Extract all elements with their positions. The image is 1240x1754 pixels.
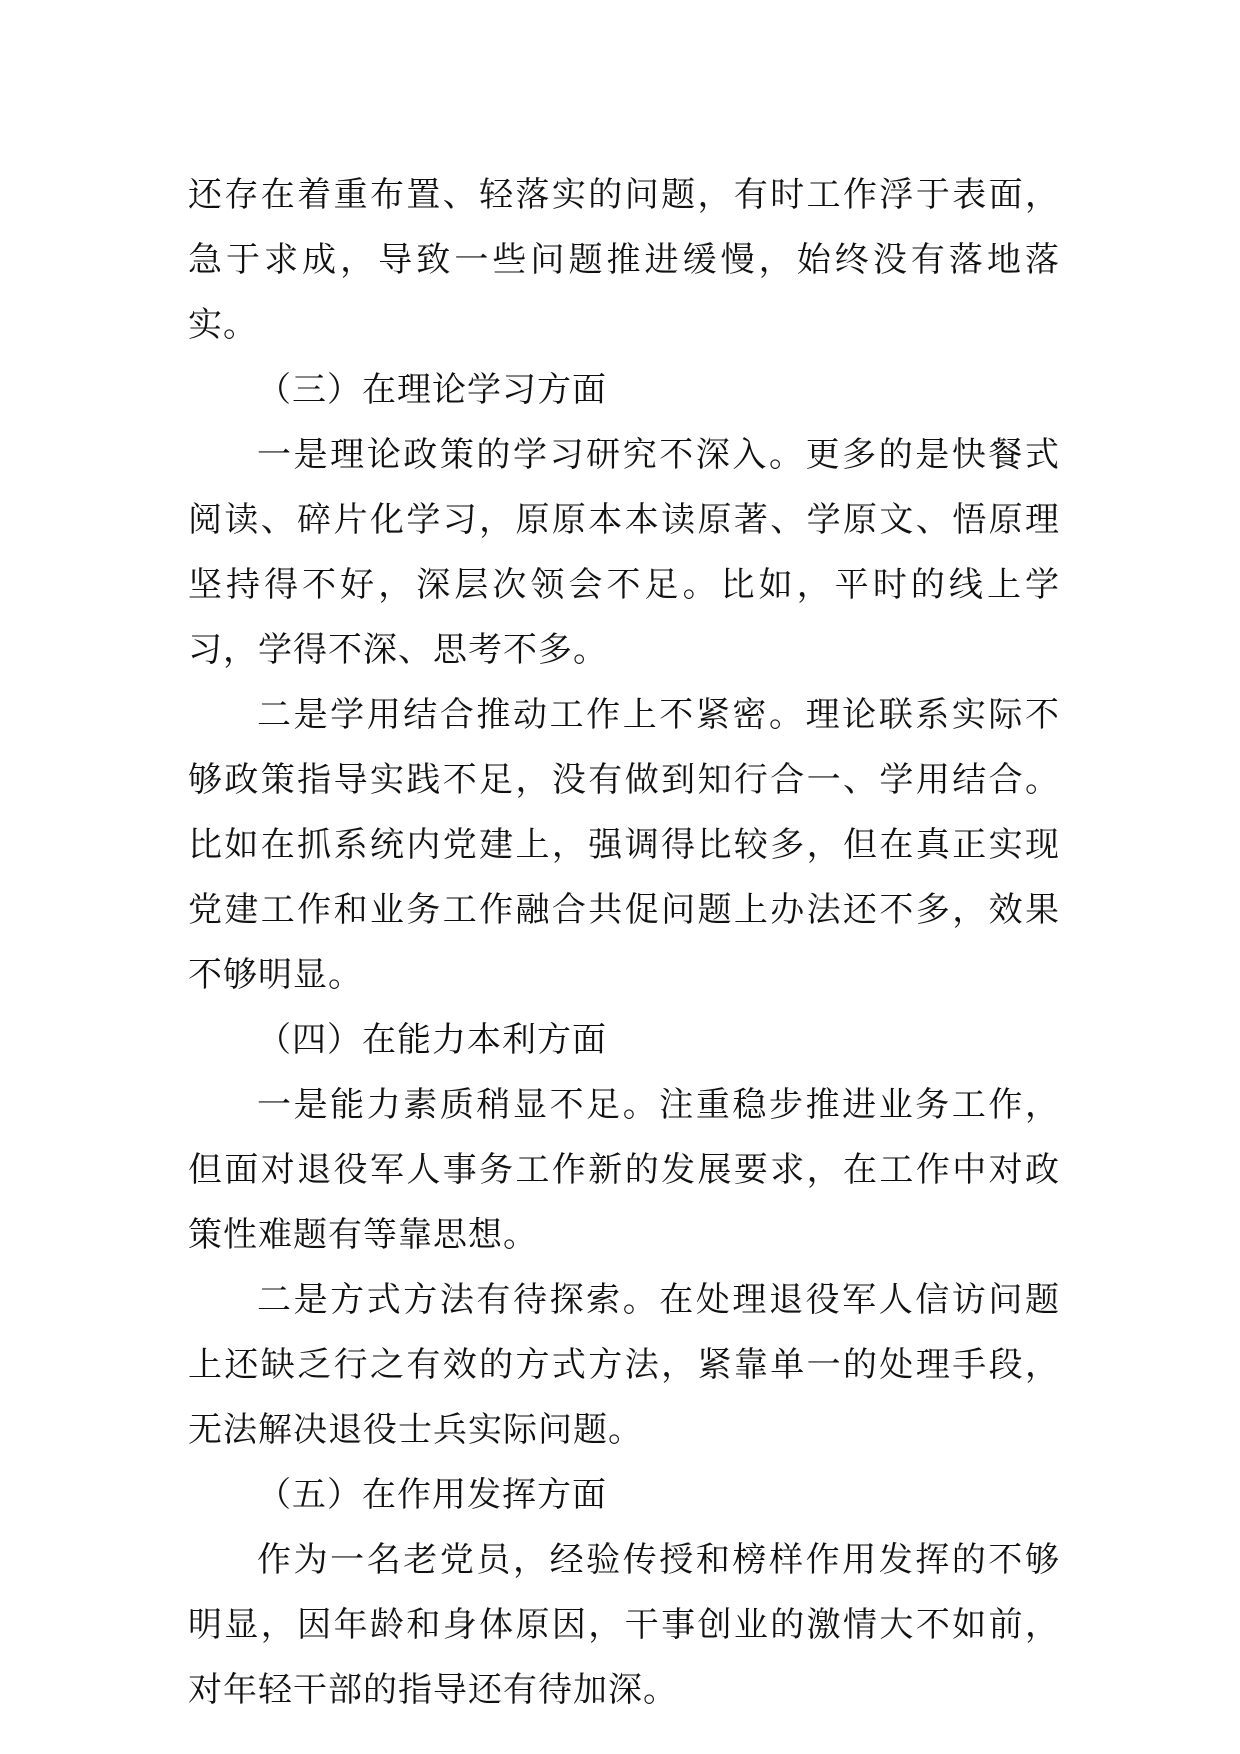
paragraph-ability-1: 一是能力素质稍显不足。注重稳步推进业务工作，但面对退役军人事务工作新的发展要求，在工作中对政策性难题有等靠思想。: [188, 1085, 1060, 1255]
paragraph-theory-1: 一是理论政策的学习研究不深入。更多的是快餐式阅读、碎片化学习，原原本本读原著、学原文、悟原理坚持得不好，深层次领会不足。比如，平时的线上学习，学得不深、思考不多。: [188, 435, 1060, 670]
paragraph-continuation: 还存在着重布置、轻落实的问题，有时工作浮于表面，急于求成，导致一些问题推进缓慢，始终没有落地落实。: [188, 175, 1060, 345]
section-heading-role: （五）在作用发挥方面: [257, 1475, 607, 1515]
paragraph-theory-2: 二是学用结合推动工作上不紧密。理论联系实际不够政策指导实践不足，没有做到知行合一、学用结合。比如在抓系统内党建上，强调得比较多，但在真正实现党建工作和业务工作融合共促问题上办法还不多，效果不够明显。: [188, 695, 1060, 995]
paragraph-ability-2: 二是方式方法有待探索。在处理退役军人信访问题上还缺乏行之有效的方式方法，紧靠单一的处理手段，无法解决退役士兵实际问题。: [188, 1280, 1060, 1450]
section-heading-ability: （四）在能力本利方面: [257, 1020, 607, 1060]
document-page: [188, 163, 1060, 1723]
paragraph-role-1: 作为一名老党员，经验传授和榜样作用发挥的不够明显，因年龄和身体原因，干事创业的激情大不如前，对年轻干部的指导还有待加深。: [188, 1540, 1060, 1710]
section-heading-theory-study: （三）在理论学习方面: [257, 370, 607, 410]
